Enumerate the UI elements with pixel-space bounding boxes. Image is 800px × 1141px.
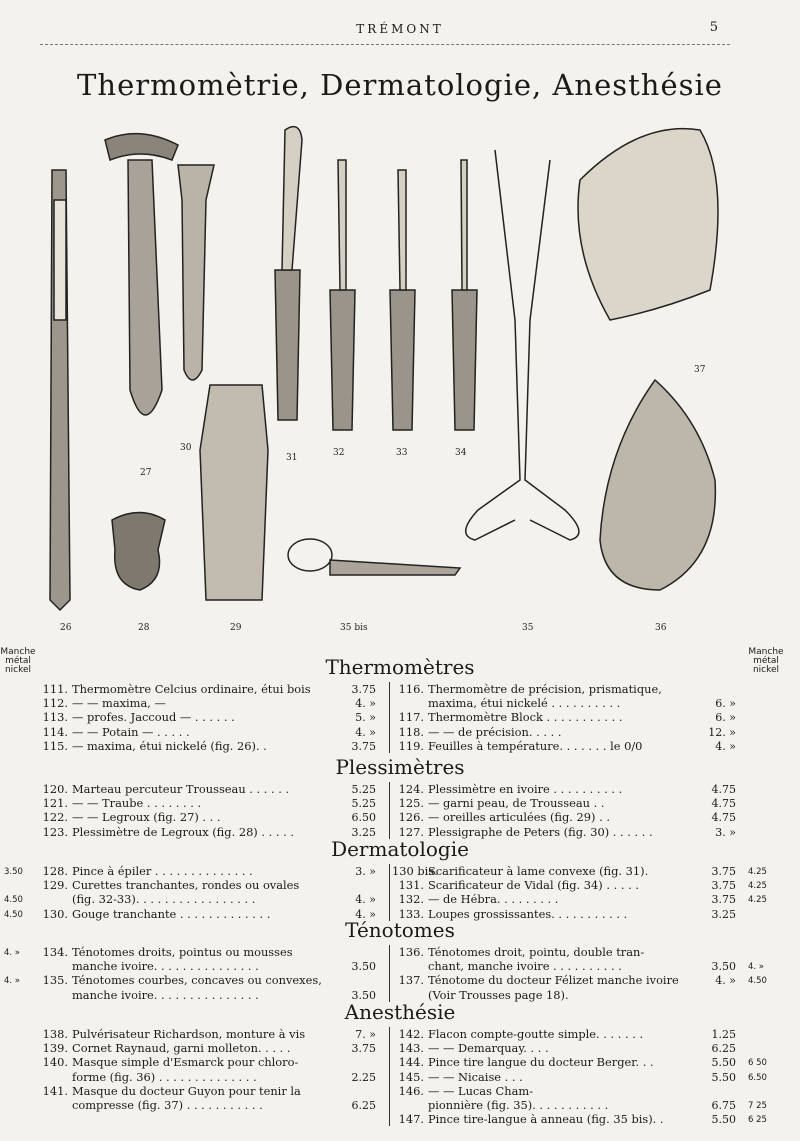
list-item bbox=[36, 796, 201, 810]
item-number: 128. bbox=[42, 864, 68, 878]
item-description: Pince à épiler . . . . . . . . . . . . . . bbox=[72, 864, 253, 878]
item-description: Pulvérisateur Richardson, monture à vis bbox=[72, 1027, 306, 1041]
list-item bbox=[392, 796, 604, 810]
percussion-hammer-fig-27 bbox=[105, 134, 178, 415]
metal-handle-price: 4. » bbox=[748, 962, 765, 973]
list-item bbox=[36, 739, 267, 753]
item-number: 115. bbox=[42, 738, 68, 753]
item-price: 6.25 bbox=[711, 1042, 736, 1056]
item-price: 3. » bbox=[715, 825, 736, 839]
fig-label: 36 bbox=[655, 623, 667, 633]
item-number: 129. bbox=[42, 878, 68, 893]
fig-label: 30 bbox=[180, 443, 192, 453]
list-item bbox=[392, 973, 679, 987]
item-price: 3.50 bbox=[351, 988, 376, 1002]
item-number: 131. bbox=[398, 878, 424, 893]
item-price: 3.75 bbox=[351, 739, 376, 753]
list-item bbox=[36, 696, 166, 710]
item-description: — — Demarquay. . . . bbox=[428, 1041, 549, 1056]
metal-handle-price: 6.50 bbox=[748, 1072, 767, 1083]
list-item bbox=[392, 1055, 654, 1069]
item-description: Masque du docteur Guyon pour tenir la bbox=[72, 1083, 301, 1098]
thermometer-case-fig-26 bbox=[50, 170, 70, 610]
item-description: — de Hébra. . . . . . . . . bbox=[428, 892, 559, 907]
list-item bbox=[36, 959, 259, 973]
item-number: 134. bbox=[42, 945, 68, 959]
header-rule bbox=[40, 44, 730, 45]
metal-handle-price: 4. » bbox=[4, 976, 21, 987]
list-item bbox=[392, 725, 561, 739]
item-price: 3.75 bbox=[711, 865, 736, 878]
item-description: Ténotomes droit, pointu, double tran- bbox=[428, 945, 645, 959]
list-item bbox=[36, 878, 299, 892]
item-description: Plessigraphe de Peters (fig. 30) . . . . . . bbox=[428, 824, 653, 839]
item-description: — oreilles articulées (fig. 29) . . bbox=[428, 810, 610, 825]
section-title: Anesthésie bbox=[344, 1000, 456, 1024]
item-price: 6. » bbox=[715, 697, 736, 711]
item-description: (Voir Trousses page 18). bbox=[428, 987, 569, 1002]
list-item bbox=[392, 710, 623, 724]
metal-handle-price: 4.50 bbox=[4, 895, 23, 906]
item-description: Flacon compte-goutte simple. . . . . . . bbox=[428, 1027, 644, 1041]
list-item bbox=[392, 1070, 523, 1084]
list-item bbox=[36, 892, 255, 906]
item-price: 6.25 bbox=[351, 1099, 376, 1112]
item-price: 5.50 bbox=[711, 1056, 736, 1070]
item-number: 139. bbox=[42, 1041, 68, 1056]
list-item bbox=[392, 1098, 608, 1112]
item-description: — maxima, étui nickelé (fig. 26). . bbox=[72, 738, 267, 753]
item-description: Curettes tranchantes, rondes ou ovales bbox=[72, 878, 300, 893]
column-divider bbox=[389, 945, 390, 1002]
item-price: 4. » bbox=[355, 725, 376, 739]
item-price: 6.50 bbox=[351, 811, 376, 825]
item-description: Pince tire-langue à anneau (fig. 35 bis). . bbox=[428, 1112, 664, 1127]
item-price: 3.25 bbox=[351, 825, 376, 839]
item-number: 120. bbox=[42, 782, 68, 796]
item-price: 12. » bbox=[708, 725, 736, 739]
scarifiers-fig-31-34 bbox=[275, 127, 477, 430]
plessimeter-fig-28 bbox=[112, 513, 165, 591]
list-item bbox=[392, 782, 622, 796]
item-price: 3.75 bbox=[351, 1042, 376, 1056]
item-description: Plessimètre en ivoire . . . . . . . . . . bbox=[428, 782, 623, 796]
item-number: 132. bbox=[398, 892, 424, 907]
list-item bbox=[36, 1041, 291, 1055]
item-description: (fig. 32-33). . . . . . . . . . . . . . . . . bbox=[72, 892, 256, 907]
list-item bbox=[36, 810, 221, 824]
item-description: — profes. Jaccoud — . . . . . . bbox=[72, 710, 235, 725]
item-description: forme (fig. 36) . . . . . . . . . . . . . . bbox=[72, 1069, 257, 1084]
item-number: 127. bbox=[398, 824, 424, 839]
metal-handle-price: 7 25 bbox=[748, 1101, 767, 1111]
list-item bbox=[392, 892, 558, 906]
item-number: 143. bbox=[398, 1041, 424, 1056]
plessimeter-fig-29 bbox=[200, 385, 268, 600]
item-number: 113. bbox=[42, 710, 68, 725]
list-item bbox=[36, 682, 311, 696]
item-description: — — Traube . . . . . . . . bbox=[72, 796, 202, 811]
item-description: Thermomètre de précision, prismatique, bbox=[428, 682, 662, 696]
fig-label: 35 bbox=[522, 623, 534, 633]
fig-label: 32 bbox=[333, 448, 345, 458]
item-description: compresse (fig. 37) . . . . . . . . . . . bbox=[72, 1098, 263, 1112]
item-number: 130 bis. bbox=[392, 864, 438, 878]
list-item bbox=[36, 1084, 301, 1098]
item-price: 5.25 bbox=[351, 797, 376, 811]
item-description: Cornet Raynaud, garni molleton. . . . . bbox=[72, 1041, 291, 1056]
item-price: 5. » bbox=[355, 711, 376, 725]
item-price: 6. » bbox=[715, 711, 736, 725]
item-price: 4. » bbox=[355, 893, 376, 907]
instruments-illustration bbox=[0, 120, 800, 640]
metal-handle-price: 6 25 bbox=[748, 1115, 767, 1126]
item-description: Scarificateur de Vidal (fig. 34) . . . . . bbox=[428, 878, 639, 893]
item-number: 123. bbox=[42, 824, 68, 839]
list-item bbox=[392, 810, 610, 824]
item-description: Masque simple d'Esmarck pour chloro- bbox=[72, 1055, 299, 1070]
item-number: 140. bbox=[42, 1055, 68, 1070]
list-item bbox=[392, 864, 648, 878]
item-price: 7. » bbox=[355, 1028, 376, 1041]
side-label: Manche bbox=[748, 647, 784, 657]
item-description: manche ivoire. . . . . . . . . . . . . . . bbox=[72, 987, 259, 1002]
item-number: 130. bbox=[42, 906, 68, 921]
item-description: — — Legroux (fig. 27) . . . bbox=[72, 810, 221, 825]
fig-label: 31 bbox=[286, 453, 298, 463]
list-item bbox=[36, 710, 235, 724]
column-divider bbox=[389, 782, 390, 839]
side-label: Manche bbox=[0, 647, 36, 657]
list-item bbox=[36, 1027, 305, 1041]
item-number: 144. bbox=[398, 1055, 424, 1070]
list-item bbox=[392, 959, 622, 973]
item-price: 4. » bbox=[715, 739, 736, 753]
item-number: 114. bbox=[42, 724, 68, 739]
item-description: maxima, étui nickelé . . . . . . . . . . bbox=[428, 696, 621, 711]
item-number: 142. bbox=[398, 1027, 424, 1041]
item-number: 126. bbox=[398, 810, 424, 825]
item-description: — garni peau, de Trousseau . . bbox=[428, 796, 605, 811]
section-title: Dermatologie bbox=[331, 837, 469, 861]
item-number: 136. bbox=[398, 945, 424, 959]
plessigraph-fig-30 bbox=[178, 165, 214, 380]
item-price: 2.25 bbox=[351, 1070, 376, 1084]
item-price: 3.50 bbox=[711, 960, 736, 974]
tongue-forceps-ring-fig-35-bis bbox=[288, 539, 460, 575]
side-label: métal bbox=[753, 656, 779, 666]
section-title: Thermomètres bbox=[325, 655, 475, 679]
item-description: Gouge tranchante . . . . . . . . . . . . . bbox=[72, 906, 271, 921]
item-description: Scarificateur à lame convexe (fig. 31). bbox=[428, 864, 649, 878]
list-item bbox=[36, 725, 190, 739]
item-description: Ténotomes droits, pointus ou mousses bbox=[72, 945, 293, 959]
item-description: chant, manche ivoire . . . . . . . . . . bbox=[428, 959, 622, 974]
item-number: 118. bbox=[398, 724, 424, 739]
item-price: 3.75 bbox=[711, 893, 736, 907]
list-item bbox=[392, 1112, 664, 1126]
fig-label: 29 bbox=[230, 623, 242, 633]
fig-label: 27 bbox=[140, 468, 152, 478]
item-description: — — Lucas Cham- bbox=[428, 1083, 534, 1098]
section-title: Ténotomes bbox=[345, 918, 455, 942]
metal-handle-price: 4. » bbox=[4, 948, 21, 958]
item-number: 135. bbox=[42, 973, 68, 988]
item-price: 6.75 bbox=[711, 1099, 736, 1112]
list-item bbox=[392, 1041, 549, 1055]
item-number: 119. bbox=[398, 738, 424, 753]
item-price: 5.50 bbox=[711, 1070, 736, 1084]
item-description: Feuilles à température. . . . . . . le 0/0 bbox=[428, 738, 643, 753]
item-description: Marteau percuteur Trousseau . . . . . . bbox=[72, 782, 290, 796]
item-price: 3.75 bbox=[711, 879, 736, 893]
column-divider bbox=[389, 864, 390, 921]
item-description: Thermomètre Celcius ordinaire, étui bois bbox=[72, 682, 311, 696]
list-item bbox=[36, 782, 289, 796]
page-number: 5 bbox=[709, 20, 718, 35]
fig-label: 34 bbox=[455, 448, 467, 458]
item-description: Ténotomes courbes, concaves ou convexes, bbox=[72, 973, 322, 988]
page-title: Thermomètrie, Dermatologie, Anesthésie bbox=[77, 68, 723, 102]
list-item bbox=[392, 1027, 643, 1041]
item-number: 137. bbox=[398, 973, 424, 988]
fig-label: 37 bbox=[694, 365, 706, 375]
item-description: — — de précision. . . . . bbox=[428, 724, 562, 739]
list-item bbox=[392, 696, 620, 710]
side-label: nickel bbox=[4, 665, 32, 675]
item-number: 121. bbox=[42, 796, 68, 811]
item-price: 1.25 bbox=[711, 1028, 736, 1041]
item-price: 3. » bbox=[355, 865, 376, 878]
tongue-forceps-fig-35 bbox=[466, 150, 579, 540]
list-item bbox=[392, 682, 662, 696]
item-number: 133. bbox=[398, 906, 424, 921]
metal-handle-price: 4.50 bbox=[4, 909, 23, 920]
item-number: 124. bbox=[398, 782, 424, 796]
item-number: 125. bbox=[398, 796, 424, 811]
item-price: 4. » bbox=[355, 697, 376, 711]
column-divider bbox=[389, 682, 390, 753]
list-item bbox=[36, 864, 253, 878]
item-description: Loupes grossissantes. . . . . . . . . . . bbox=[428, 906, 628, 921]
fig-label: 28 bbox=[138, 623, 150, 633]
item-price: 4. » bbox=[715, 974, 736, 988]
item-number: 111. bbox=[42, 682, 68, 696]
item-price: 5.50 bbox=[711, 1113, 736, 1127]
esmarch-mask-fig-36 bbox=[600, 380, 715, 590]
list-item bbox=[36, 1070, 257, 1084]
running-header: TRÉMONT bbox=[356, 22, 444, 36]
item-price: 4. » bbox=[355, 907, 376, 921]
list-item bbox=[392, 739, 642, 753]
item-number: 138. bbox=[42, 1027, 68, 1041]
guyon-mask-fig-37 bbox=[578, 129, 718, 320]
item-description: pionnière (fig. 35). . . . . . . . . . . bbox=[428, 1098, 609, 1112]
item-number: 146. bbox=[398, 1083, 424, 1098]
metal-handle-price: 6 50 bbox=[748, 1058, 767, 1069]
metal-handle-price: 4.50 bbox=[748, 976, 767, 987]
item-number: 147. bbox=[398, 1112, 424, 1127]
side-label: nickel bbox=[752, 665, 780, 675]
item-price: 4.75 bbox=[711, 783, 736, 796]
item-price: 3.25 bbox=[711, 907, 736, 921]
metal-handle-price: 3.50 bbox=[4, 867, 23, 877]
item-price: 3.75 bbox=[351, 683, 376, 696]
item-description: — — maxima, — bbox=[72, 696, 166, 711]
item-price: 5.25 bbox=[351, 783, 376, 796]
item-number: 141. bbox=[42, 1083, 68, 1098]
item-price: 4.75 bbox=[711, 797, 736, 811]
list-item bbox=[36, 1055, 298, 1069]
item-number: 145. bbox=[398, 1069, 424, 1084]
list-item bbox=[392, 1084, 533, 1098]
list-item bbox=[36, 945, 293, 959]
item-description: Plessimètre de Legroux (fig. 28) . . . . . bbox=[72, 824, 294, 839]
item-description: Ténotome du docteur Félizet manche ivoire bbox=[428, 973, 679, 988]
fig-label: 26 bbox=[60, 623, 72, 633]
list-item bbox=[36, 1098, 263, 1112]
fig-label: 35 bis bbox=[340, 623, 368, 633]
item-description: manche ivoire. . . . . . . . . . . . . . . bbox=[72, 959, 259, 974]
fig-label: 33 bbox=[396, 448, 408, 458]
item-description: — — Nicaise . . . bbox=[428, 1069, 523, 1084]
side-label: métal bbox=[5, 656, 31, 666]
item-description: — — Potain — . . . . . bbox=[72, 724, 190, 739]
item-number: 116. bbox=[398, 682, 424, 696]
item-number: 112. bbox=[42, 696, 68, 711]
metal-handle-price: 4.25 bbox=[748, 895, 767, 906]
item-description: Pince tire langue du docteur Berger. . . bbox=[428, 1055, 654, 1070]
list-item bbox=[392, 945, 644, 959]
item-price: 4.75 bbox=[711, 811, 736, 825]
section-title: Plessimètres bbox=[335, 755, 465, 779]
metal-handle-price: 4.25 bbox=[748, 867, 767, 877]
item-description: Thermomètre Block . . . . . . . . . . . bbox=[428, 710, 623, 725]
column-divider bbox=[389, 1027, 390, 1126]
item-number: 117. bbox=[398, 710, 424, 725]
list-item bbox=[392, 878, 639, 892]
item-price: 3.50 bbox=[351, 960, 376, 974]
list-item bbox=[36, 973, 322, 987]
item-number: 122. bbox=[42, 810, 68, 825]
metal-handle-price: 4.25 bbox=[748, 881, 767, 892]
